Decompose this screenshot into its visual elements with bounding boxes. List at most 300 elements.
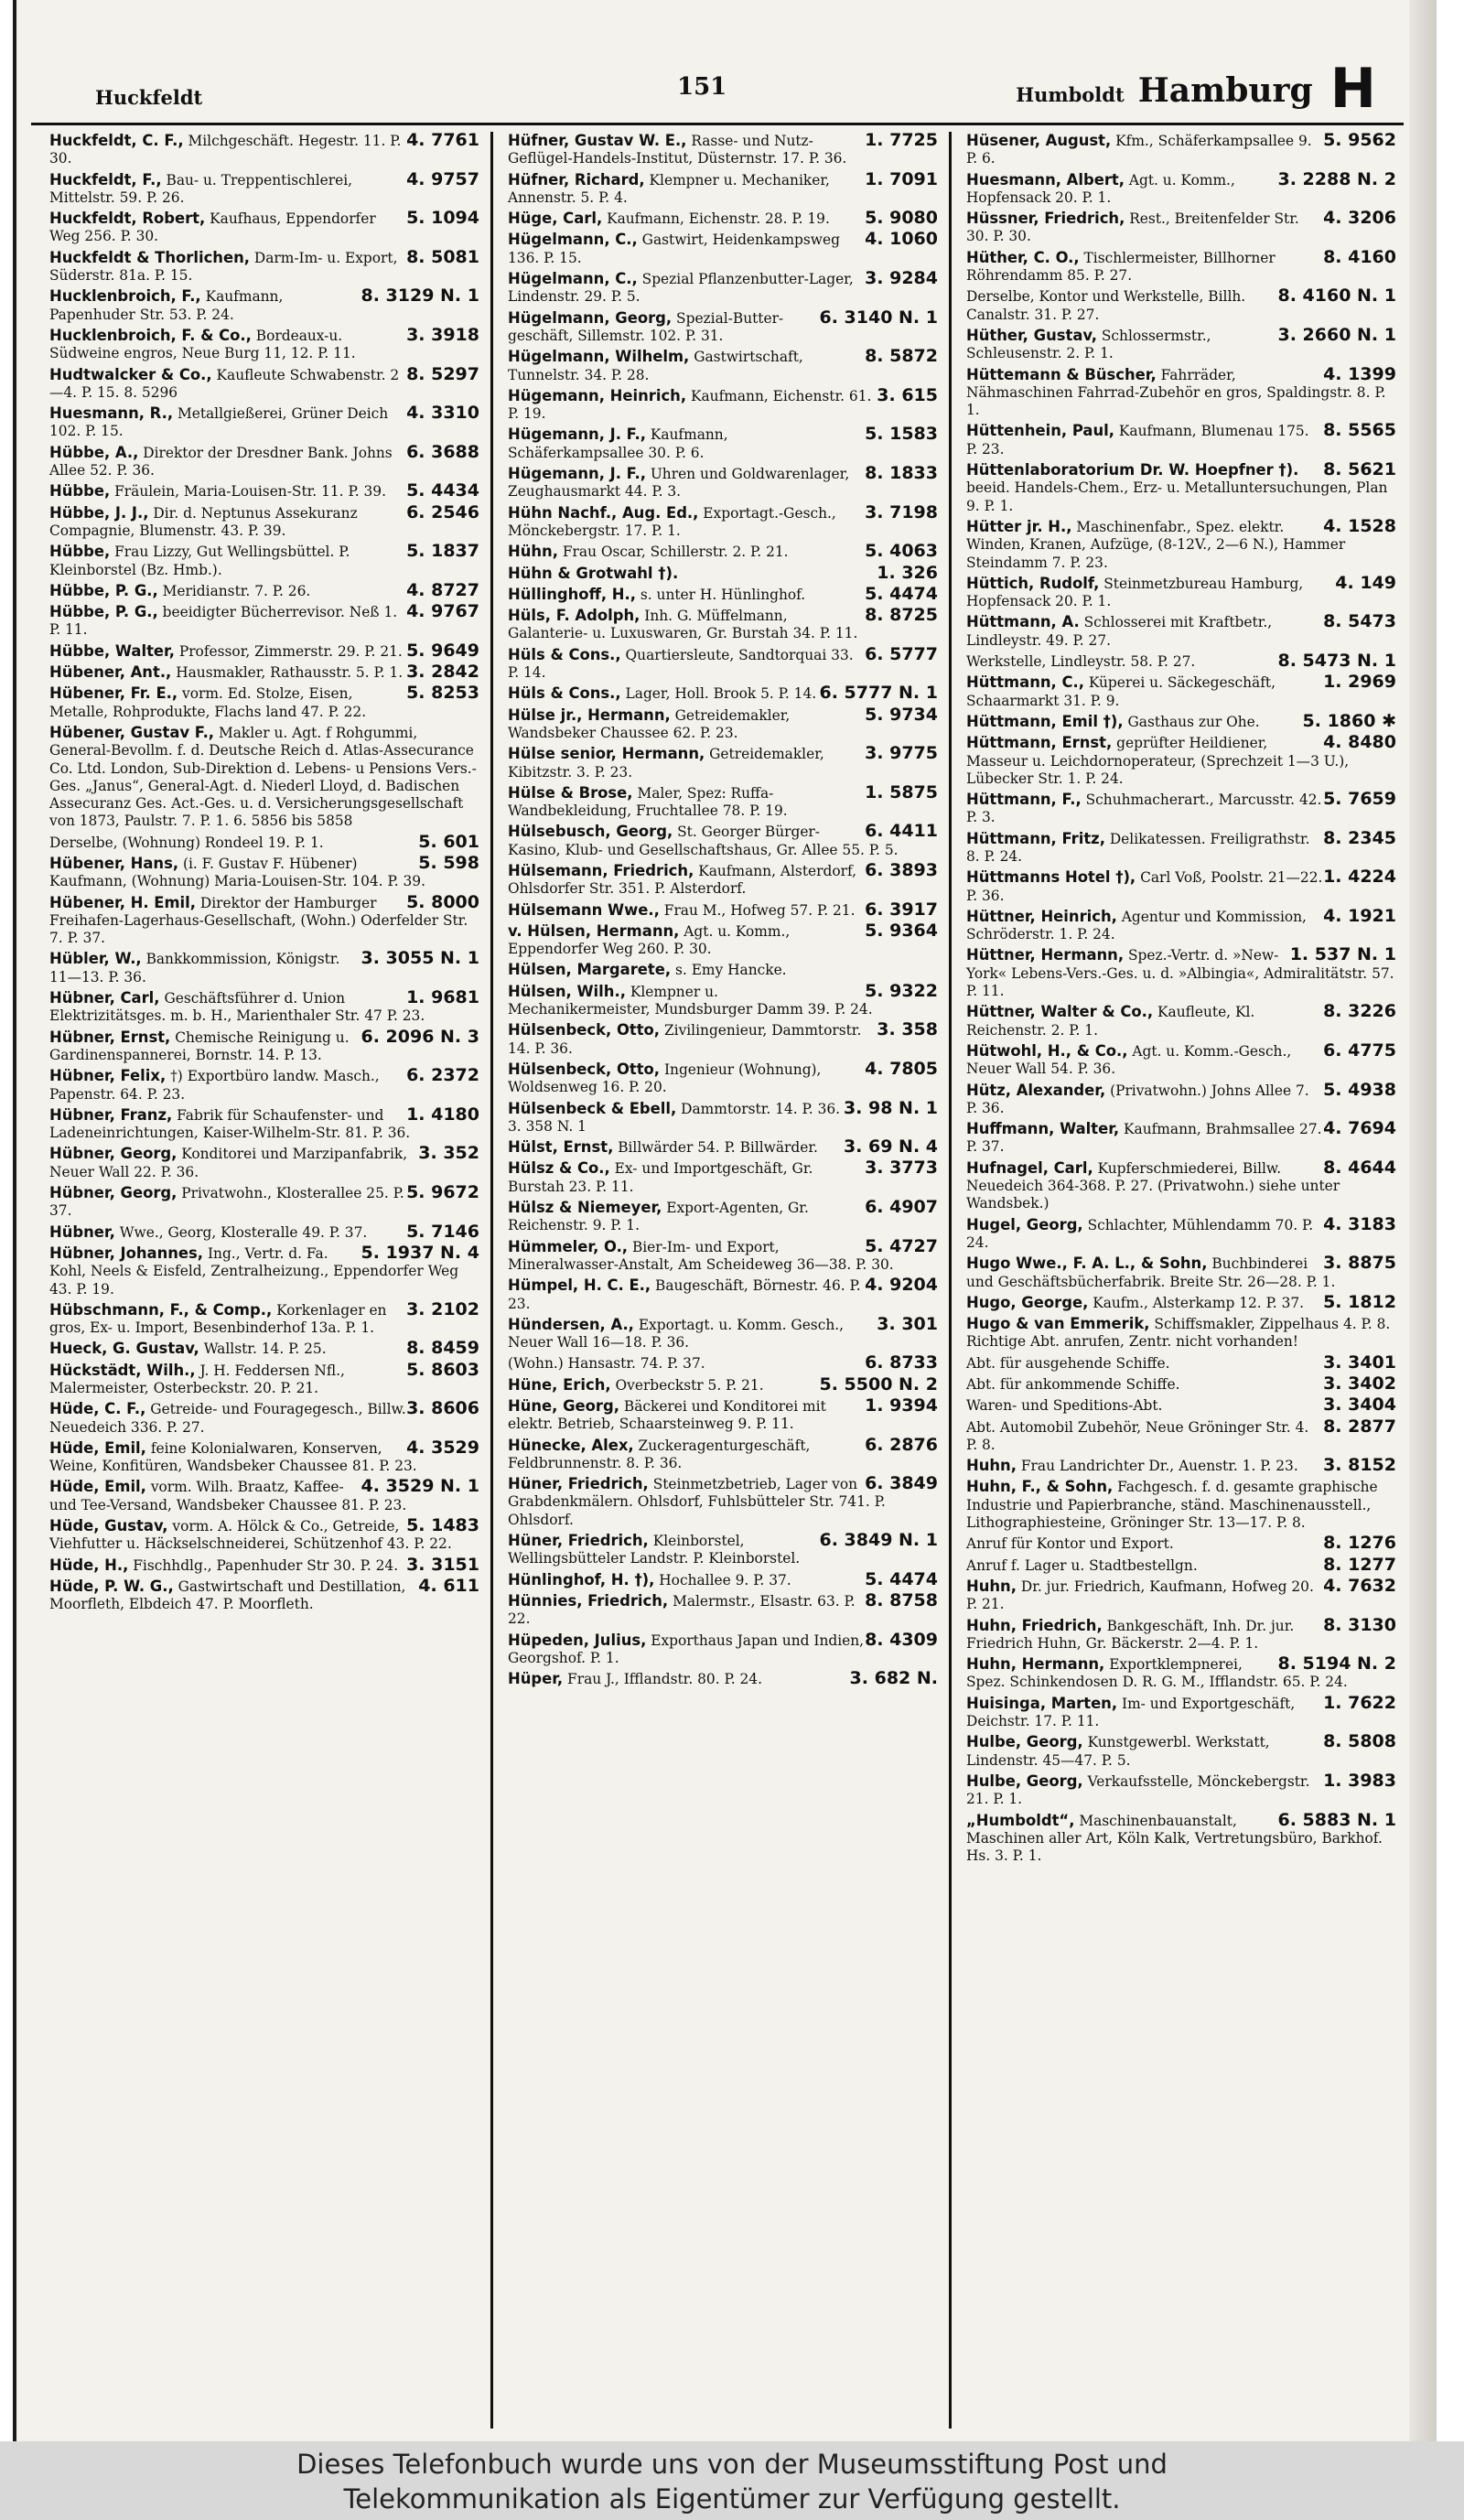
entry-name: Hübbe, P. G., bbox=[49, 581, 158, 599]
entry-name: Huckfeldt, Robert, bbox=[49, 210, 206, 228]
listing-entry bbox=[49, 1184, 479, 1221]
phone-number: 8. 5194 N. 2 bbox=[1277, 1653, 1396, 1675]
entry-name: Huffmann, Walter, bbox=[966, 1120, 1120, 1138]
column-1 bbox=[35, 132, 493, 2428]
entry-details: Schlossermstr., Schleusenstr. 2. P. 1. bbox=[966, 327, 1211, 362]
phone-number: 1. 537 N. 1 bbox=[1289, 944, 1396, 965]
entry-details: Anruf f. Lager u. Stadtbestellgn. bbox=[966, 1556, 1198, 1574]
phone-number: 3. 301 bbox=[877, 1313, 938, 1334]
listing-entry bbox=[966, 1159, 1396, 1213]
entry-details: Frau J., Ifflandstr. 80. P. 24. bbox=[567, 1671, 762, 1688]
phone-number: 4. 611 bbox=[418, 1575, 479, 1596]
phone-number: 5. 4474 bbox=[865, 1568, 938, 1589]
entry-name: Hucklenbroich, F. & Co., bbox=[49, 326, 252, 344]
entry-details: Bau- u. Treppentischlerei, Mittelstr. 59. P. 26. bbox=[49, 171, 353, 206]
listing-entry bbox=[49, 1556, 479, 1575]
listing-entry bbox=[966, 1556, 1396, 1575]
phone-number: 1. 7622 bbox=[1323, 1692, 1396, 1713]
entry-details: vorm. Wilh. Braatz, Kaffee- und Tee-Versand, Wandsbeker Chaussee 81. P. 23. bbox=[49, 1479, 407, 1513]
entry-name: Hübner, Carl, bbox=[49, 989, 160, 1007]
listing-entry bbox=[966, 1375, 1396, 1394]
entry-details: Gastwirtschaft, Tunnelstr. 34. P. 28. bbox=[508, 349, 803, 383]
listing-entry bbox=[966, 868, 1396, 905]
entry-details: Agt. u. Komm., Hopfensack 20. P. 1. bbox=[966, 171, 1235, 206]
entry-details: Fahrräder, Nähmaschinen Fahrrad-Zubehör en gros, Spaldingstr. 8. P. 1. bbox=[966, 366, 1386, 419]
entry-name: Hübler, W., bbox=[49, 950, 142, 968]
listing-entry bbox=[508, 309, 938, 346]
phone-number: 5. 1860 ✱ bbox=[1302, 710, 1396, 731]
entry-name: Hülsz & Co., bbox=[508, 1159, 610, 1178]
entry-name: Hüls & Cons., bbox=[508, 684, 621, 703]
listing-entry bbox=[49, 831, 479, 852]
listing-entry bbox=[508, 1276, 938, 1313]
listing-entry bbox=[966, 1478, 1396, 1532]
entry-details: s. unter H. Hünlinghof. bbox=[640, 586, 806, 603]
entry-details: Hochallee 9. P. 37. bbox=[659, 1571, 791, 1588]
listing-entry bbox=[49, 363, 479, 403]
entry-name: Hündersen, A., bbox=[508, 1315, 634, 1333]
entry-name: Hüfner, Gustav W. E., bbox=[508, 132, 687, 149]
entry-name: Hüttmann, Ernst, bbox=[966, 734, 1113, 752]
listing-entry bbox=[508, 501, 938, 541]
page-number: 151 bbox=[677, 73, 727, 101]
entry-details: Bordeaux-u. Südweine engros, Neue Burg 11, 12. P. 11. bbox=[49, 327, 356, 362]
entry-details: Spezial-Butter-geschäft, Sillemstr. 102. P. 31. bbox=[508, 309, 784, 344]
entry-name: Hugel, Georg, bbox=[966, 1215, 1083, 1233]
listing-entry bbox=[966, 905, 1396, 944]
entry-details: s. Emy Hancke. bbox=[675, 962, 787, 979]
phone-number: 3. 3773 bbox=[865, 1158, 938, 1179]
phone-number: 5. 8000 bbox=[406, 891, 479, 912]
listing-entry bbox=[49, 246, 479, 285]
entry-details: Bier-Im- und Export, Mineralwasser-Anstalt, Am Scheideweg 36—38. P. 30. bbox=[508, 1238, 894, 1273]
entry-name: Hüls, F. Adolph, bbox=[508, 607, 640, 625]
entry-name: Hübbe, A., bbox=[49, 443, 139, 461]
phone-number: 3. 7198 bbox=[865, 501, 938, 522]
entry-name: Hüls & Cons., bbox=[508, 645, 621, 663]
footer-banner bbox=[0, 2441, 1464, 2520]
listing-entry bbox=[966, 1315, 1396, 1352]
phone-number: 5. 7659 bbox=[1323, 789, 1396, 810]
entry-details: Verkaufsstelle, Mönckebergstr. 21. P. 1. bbox=[966, 1772, 1310, 1808]
entry-name: Hülsen, Margarete, bbox=[508, 961, 672, 979]
entry-details: vorm. A. Hölck & Co., Getreide, Viehfutter u. Häckselschneiderei, Schützenhof 43. P. 22. bbox=[49, 1518, 452, 1553]
phone-number: 5. 4727 bbox=[865, 1235, 938, 1256]
entry-name: Hügemann, Heinrich, bbox=[508, 386, 687, 404]
listing-entry bbox=[966, 613, 1396, 650]
phone-number: 6. 5883 N. 1 bbox=[1277, 1809, 1396, 1830]
entry-details: Uhren und Goldwarenlager, Zeughausmarkt 44. P. 3. bbox=[508, 466, 850, 501]
entry-details: Metallgießerei, Grüner Deich 102. P. 15. bbox=[49, 405, 389, 440]
header-city: Hamburg bbox=[1137, 71, 1313, 110]
page-edge bbox=[1409, 0, 1437, 2441]
entry-name: Hümpel, H. C. E., bbox=[508, 1276, 651, 1295]
phone-number: 6. 8733 bbox=[865, 1352, 938, 1373]
phone-number: 4. 3529 bbox=[406, 1437, 479, 1458]
listing-entry bbox=[49, 441, 479, 480]
listing-entry bbox=[966, 1003, 1396, 1039]
listing-entry bbox=[49, 132, 479, 168]
listing-entry bbox=[49, 989, 479, 1026]
entry-name: Huhn, bbox=[966, 1457, 1017, 1475]
entry-details: Fabrik für Schaufenster- und Ladeneinrichtungen, Kaiser-Wilhelm-Str. 81. P. 36. bbox=[49, 1106, 411, 1142]
entry-details: Carl Voß, Poolstr. 21—22. P. 36. bbox=[966, 869, 1323, 904]
directory-page bbox=[13, 0, 1437, 2441]
phone-number: 4. 7694 bbox=[1323, 1118, 1396, 1139]
entry-details: Kleinborstel, Wellingsbütteler Landstr. P. Kleinborstel. bbox=[508, 1533, 801, 1567]
entry-name: Hugo & van Emmerik, bbox=[966, 1315, 1150, 1333]
entry-name: Hübbe, bbox=[49, 482, 111, 501]
entry-name: Hütz, Alexander, bbox=[966, 1081, 1106, 1099]
entry-details: Exportagt.-Gesch., Mönckebergstr. 17. P. 1. bbox=[508, 504, 836, 539]
entry-details: Getreidemakler, Kibitzstr. 3. P. 23. bbox=[508, 746, 824, 781]
entry-name: Hüther, C. O., bbox=[966, 248, 1080, 266]
listing-entry bbox=[508, 706, 938, 743]
listing-entry bbox=[508, 684, 938, 703]
entry-name: Huckfeldt & Thorlichen, bbox=[49, 248, 250, 266]
entry-name: Hülsenbeck, Otto, bbox=[508, 1021, 661, 1039]
listing-entry bbox=[966, 673, 1396, 710]
entry-details: Frau Oscar, Schillerstr. 2. P. 21. bbox=[562, 544, 789, 561]
entry-details: Konditorei und Marzipanfabrik, Neuer Wall 22. P. 36. bbox=[49, 1146, 408, 1180]
entry-details: geprüfter Heildiener, Masseur u. Leichdornoperateur, (Sprechzeit 1—3 U.), Lübecker Str. 1. P. 24. bbox=[966, 735, 1350, 787]
entry-name: Hülsen, Wilh., bbox=[508, 982, 626, 1000]
entry-details: Maschinenbauanstalt, Maschinen aller Art, Köln Kalk, Vertretungsbüro, Barkhof. Hs. 3. P. 1. bbox=[966, 1812, 1383, 1865]
phone-number: 5. 1812 bbox=[1323, 1291, 1396, 1312]
phone-number: 8. 5297 bbox=[406, 363, 479, 384]
entry-name: Hüper, bbox=[508, 1670, 564, 1688]
entry-details: Fachgesch. f. d. gesamte graphische Industrie und Papierbranche, ständ. Maschinenausstell., Lithographiesteine, Gröninger Str. 13—17. P. 8. bbox=[966, 1479, 1378, 1532]
entry-details: Agt. u. Komm.-Gesch., Neuer Wall 54. P. 36. bbox=[966, 1042, 1292, 1078]
entry-details: Schlosserei mit Kraftbetr., Lindleystr. 49. P. 27. bbox=[966, 614, 1273, 649]
entry-name: Hufnagel, Carl, bbox=[966, 1158, 1093, 1177]
phone-number: 8. 5565 bbox=[1323, 420, 1396, 441]
phone-number: 8. 1276 bbox=[1323, 1533, 1396, 1554]
listing-entry bbox=[508, 1159, 938, 1196]
listing-entry bbox=[966, 210, 1396, 246]
listing-entry bbox=[508, 643, 938, 683]
entry-details: Dammtorstr. 14. P. 36. 3. 358 N. 1 bbox=[508, 1100, 841, 1135]
phone-number: 5. 9734 bbox=[865, 704, 938, 725]
phone-number: 4. 7761 bbox=[406, 132, 479, 150]
listing-entry bbox=[508, 1138, 938, 1157]
listing-entry bbox=[49, 210, 479, 246]
entry-details: Lager, Holl. Brook 5. P. 14. bbox=[625, 685, 817, 703]
column-2 bbox=[493, 132, 952, 2428]
entry-details: Schuhmacherart., Marcusstr. 42. P. 3. bbox=[966, 792, 1322, 826]
phone-number: 6. 2096 N. 3 bbox=[361, 1026, 479, 1047]
phone-number: 4. 7632 bbox=[1323, 1575, 1396, 1596]
entry-name: Hüllinghoff, H., bbox=[508, 585, 636, 603]
listing-entry bbox=[966, 461, 1396, 515]
phone-number: 3. 3401 bbox=[1323, 1352, 1396, 1373]
entry-name: Hüttmann, F., bbox=[966, 791, 1082, 809]
listing-entry bbox=[49, 1028, 479, 1065]
phone-number: 5. 8603 bbox=[406, 1359, 479, 1380]
listing-entry bbox=[49, 1223, 479, 1242]
listing-entry bbox=[966, 1213, 1396, 1253]
entry-details: Kaufmann, Papenhuder Str. 53. P. 24. bbox=[49, 288, 284, 323]
listing-entry bbox=[508, 781, 938, 821]
entry-name: Huesmann, R., bbox=[49, 404, 174, 423]
entry-details: Malermstr., Elsastr. 63. P. 22. bbox=[508, 1592, 856, 1628]
listing-entry bbox=[508, 901, 938, 920]
phone-number: 4. 1399 bbox=[1323, 363, 1396, 384]
listing-entry bbox=[49, 724, 479, 831]
phone-number: 8. 3130 bbox=[1323, 1614, 1396, 1635]
entry-name: Hüttmann, Emil †), bbox=[966, 712, 1124, 730]
listing-entry bbox=[508, 1629, 938, 1668]
phone-number: 4. 8727 bbox=[406, 579, 479, 600]
phone-number: 5. 1483 bbox=[406, 1515, 479, 1536]
listing-entry bbox=[508, 1021, 938, 1058]
listing-entry bbox=[508, 210, 938, 228]
entry-name: Hugo Wwe., F. A. L., & Sohn, bbox=[966, 1255, 1208, 1273]
entry-name: Hüfner, Richard, bbox=[508, 170, 645, 188]
entry-details: Ex- und Importgeschäft, Gr. Burstah 23. P. 11. bbox=[508, 1160, 813, 1195]
entry-details: Direktor der Dresdner Bank. Johns Allee 52. P. 36. bbox=[49, 444, 393, 479]
listing-entry bbox=[508, 1373, 938, 1395]
entry-details: Bankgeschäft, Inh. Dr. jur. Friedrich Huhn, Gr. Bäckerstr. 2—4. P. 1. bbox=[966, 1617, 1295, 1652]
entry-name: Hüttmanns Hotel †), bbox=[966, 868, 1136, 887]
entry-details: Rest., Breitenfelder Str. 30. P. 30. bbox=[966, 210, 1299, 245]
column-3 bbox=[952, 132, 1407, 2428]
phone-number: 6. 4907 bbox=[865, 1197, 938, 1218]
entry-details: Wallstr. 14. P. 25. bbox=[203, 1341, 327, 1358]
listing-entry bbox=[508, 961, 938, 979]
entry-name: Hüttich, Rudolf, bbox=[966, 574, 1100, 592]
listing-entry bbox=[49, 501, 479, 541]
listing-entry bbox=[49, 543, 479, 579]
entry-name: Hüttner, Heinrich, bbox=[966, 907, 1117, 925]
entry-details: Zivilingenieur, Dammtorstr. 14. P. 36. bbox=[508, 1022, 862, 1057]
phone-number: 6. 5777 N. 1 bbox=[819, 683, 938, 704]
entry-details: Bankkommission, Königstr. 11—13. P. 36. bbox=[49, 951, 340, 985]
entry-name: „Humboldt“, bbox=[966, 1811, 1075, 1829]
entry-name: Hulbe, Georg, bbox=[966, 1733, 1083, 1751]
entry-name: Hückstädt, Wilh., bbox=[49, 1361, 196, 1379]
listing-entry bbox=[966, 827, 1396, 867]
entry-details: Meridianstr. 7. P. 26. bbox=[162, 582, 311, 599]
entry-details: Werkstelle, Lindleystr. 58. P. 27. bbox=[966, 653, 1196, 671]
entry-name: Hüde, Gustav, bbox=[49, 1517, 168, 1535]
entry-details: Kfm., Schäferkampsallee 9. P. 6. bbox=[966, 133, 1312, 167]
phone-number: 4. 1921 bbox=[1323, 905, 1396, 926]
entry-details: Maler, Spez: Ruffa-Wandbekleidung, Fruchtallee 78. P. 19. bbox=[508, 784, 788, 820]
entry-details: Spez.-Vertr. d. »New-York« Lebens-Vers.-Ges. u. d. »Albingia«, Admiralitätstr. 57. P. 11. bbox=[966, 947, 1394, 1000]
entry-name: Huesmann, Albert, bbox=[966, 170, 1125, 188]
listing-entry bbox=[966, 132, 1396, 168]
phone-number: 5. 9364 bbox=[865, 920, 938, 941]
entry-name: Hüttenlaboratorium Dr. W. Hoepfner †). bbox=[966, 461, 1299, 479]
listing-entry bbox=[966, 1772, 1396, 1809]
entry-name: Hübner, Franz, bbox=[49, 1105, 173, 1124]
listing-entry bbox=[508, 132, 938, 168]
entry-name: Hüge, Carl, bbox=[508, 210, 603, 228]
phone-number: 4. 9204 bbox=[865, 1275, 938, 1296]
listing-entry bbox=[508, 465, 938, 501]
entry-name: Hülsenbeck, Otto, bbox=[508, 1060, 661, 1078]
entry-details: Quartiersleute, Sandtorquai 33. P. 14. bbox=[508, 646, 854, 682]
phone-number: 8. 5473 N. 1 bbox=[1277, 651, 1396, 672]
entry-details: Ingenieur (Wohnung), Woldsenweg 16. P. 20. bbox=[508, 1061, 822, 1096]
phone-number: 4. 3529 N. 1 bbox=[361, 1476, 479, 1497]
phone-number: 8. 8758 bbox=[865, 1589, 938, 1610]
phone-number: 4. 9757 bbox=[406, 168, 479, 189]
phone-number: 8. 4644 bbox=[1323, 1157, 1396, 1178]
entry-name: Hümmeler, O., bbox=[508, 1237, 629, 1255]
entry-name: Hübner, Johannes, bbox=[49, 1244, 204, 1262]
phone-number: 3. 3402 bbox=[1323, 1373, 1396, 1394]
listing-entry bbox=[966, 1535, 1396, 1553]
phone-number: 1. 9681 bbox=[406, 987, 479, 1008]
listing-entry bbox=[49, 1517, 479, 1554]
listing-entry bbox=[49, 482, 479, 501]
entry-details: Kaufleute Schwabenstr. 2—4. P. 15. 8. 5296 bbox=[49, 366, 400, 401]
entry-details: Agt. u. Komm., Eppendorfer Weg 260. P. 30. bbox=[508, 922, 791, 958]
entry-details: Exporthaus Japan und Indien, Georgshof. P. 1. bbox=[508, 1632, 865, 1666]
entry-details: Abt. für ausgehende Schiffe. bbox=[966, 1354, 1170, 1372]
entry-details: Milchgeschäft. Hegestr. 11. P. 30. bbox=[49, 133, 402, 167]
listing-entry bbox=[508, 1670, 938, 1688]
listing-entry bbox=[508, 1058, 938, 1097]
listing-entry bbox=[49, 1359, 479, 1398]
entry-name: Huckfeldt, C. F., bbox=[49, 132, 184, 149]
entry-details: Ing., Vertr. d. Fa. Kohl, Neels & Eisfeld, Zentralheizung., Eppendorfer Weg 43. P. 19. bbox=[49, 1244, 459, 1298]
entry-details: Derselbe, (Wohnung) Rondeel 19. P. 1. bbox=[49, 834, 324, 851]
phone-number: 6. 3849 bbox=[865, 1473, 938, 1494]
listing-entry bbox=[508, 1354, 938, 1373]
listing-entry bbox=[508, 168, 938, 208]
phone-number: 4. 149 bbox=[1335, 572, 1396, 593]
phone-number: 3. 352 bbox=[418, 1143, 479, 1164]
phone-number: 3. 2660 N. 1 bbox=[1277, 324, 1396, 345]
entry-details: Dir. d. Neptunus Assekuranz Compagnie, Blumenstr. 43. P. 39. bbox=[49, 504, 358, 539]
entry-name: Hüttemann & Büscher, bbox=[966, 365, 1157, 383]
entry-details: Steinmetzbetrieb, Lager von Grabdenkmälern. Ohlsdorf, Fuhlsbütteler Str. 741. P. Ohlsdorf. bbox=[508, 1476, 886, 1528]
phone-number: 4. 3206 bbox=[1323, 208, 1396, 229]
entry-name: Hübener, Ant., bbox=[49, 663, 172, 682]
phone-number: 1. 4180 bbox=[406, 1104, 479, 1125]
listing-entry bbox=[966, 1291, 1396, 1312]
listing-entry bbox=[49, 891, 479, 948]
entry-name: Hütwohl, H., & Co., bbox=[966, 1041, 1128, 1060]
phone-number: 8. 1277 bbox=[1323, 1554, 1396, 1575]
entry-name: Hübener, Gustav F., bbox=[49, 723, 215, 741]
entry-details: Buchbinderei und Geschäftsbücherfabrik. Breite Str. 26—28. P. 1. bbox=[966, 1255, 1336, 1290]
entry-details: Getreide- und Fouragegesch., Billw. Neuedeich 336. P. 27. bbox=[49, 1401, 406, 1436]
entry-name: Hünecke, Alex, bbox=[508, 1436, 634, 1454]
phone-number: 5. 9080 bbox=[865, 208, 938, 229]
phone-number: 4. 8480 bbox=[1323, 732, 1396, 753]
entry-details: Kaufmann, Schäferkampsallee 30. P. 6. bbox=[508, 426, 728, 461]
listing-entry bbox=[508, 1199, 938, 1235]
phone-number: 5. 601 bbox=[418, 831, 479, 852]
entry-name: Hübener, Hans, bbox=[49, 854, 179, 872]
listing-entry bbox=[49, 1145, 479, 1181]
entry-details: Kaufmann, Alsterdorf, Ohlsdorfer Str. 351. P. Alsterdorf. bbox=[508, 862, 856, 898]
phone-number: 3. 9775 bbox=[865, 743, 938, 764]
phone-number: 8. 2877 bbox=[1323, 1416, 1396, 1437]
entry-details: feine Kolonialwaren, Konserven, Weine, Konfitüren, Wandsbeker Chaussee 81. P. 23. bbox=[49, 1439, 417, 1475]
entry-details: Hausmakler, Rathausstr. 5. P. 1. bbox=[176, 664, 404, 682]
entry-name: Hübener, Fr. E., bbox=[49, 684, 178, 703]
entry-details: (i. F. Gustav F. Hübener) Kaufmann, (Wohnung) Maria-Louisen-Str. 104. P. 39. bbox=[49, 855, 425, 890]
entry-name: Hübbe, Walter, bbox=[49, 641, 175, 660]
entry-name: Hübbe, P. G., bbox=[49, 603, 158, 621]
phone-number: 6. 3917 bbox=[865, 899, 938, 920]
entry-details: Schlachter, Mühlendamm 70. P. 24. bbox=[966, 1216, 1314, 1251]
phone-number: 5. 9562 bbox=[1323, 132, 1396, 150]
entry-name: Huhn, Hermann, bbox=[966, 1655, 1105, 1674]
listing-entry bbox=[49, 404, 479, 441]
listing-entry bbox=[49, 1478, 479, 1514]
phone-number: 1. 9394 bbox=[865, 1395, 938, 1416]
entry-name: Hüttmann, A. bbox=[966, 613, 1080, 631]
phone-number: 3. 3404 bbox=[1323, 1395, 1396, 1416]
phone-number: 3. 358 bbox=[877, 1019, 938, 1040]
listing-entry bbox=[508, 607, 938, 643]
entry-details: Direktor der Hamburger Freihafen-Lagerhaus-Gesellschaft, (Wohn.) Oderfelder Str. 7. P. 37. bbox=[49, 894, 468, 947]
entry-name: Hühn & Grotwahl †). bbox=[508, 564, 679, 582]
phone-number: 5. 4063 bbox=[865, 541, 938, 562]
entry-name: Hüttmann, C., bbox=[966, 673, 1084, 692]
listing-entry bbox=[49, 1439, 479, 1476]
footer-line-1: Dieses Telefonbuch wurde uns von der Museumsstiftung Post und bbox=[296, 2449, 1168, 2480]
listing-entry bbox=[966, 1354, 1396, 1373]
phone-number: 1. 4224 bbox=[1323, 867, 1396, 888]
entry-name: Hüttenhein, Paul, bbox=[966, 422, 1114, 440]
listing-entry bbox=[508, 1434, 938, 1473]
entry-details: Kaufhaus, Eppendorfer Weg 256. P. 30. bbox=[49, 210, 376, 245]
phone-number: 8. 8459 bbox=[406, 1338, 479, 1359]
header-left-keyword: Huckfeldt bbox=[95, 86, 203, 109]
entry-name: Hüttner, Walter & Co., bbox=[966, 1003, 1154, 1021]
entry-name: Hüpeden, Julius, bbox=[508, 1631, 647, 1649]
footer-line-2: Telekommunikation als Eigentümer zur Verfügung gestellt. bbox=[343, 2483, 1121, 2515]
entry-details: Küperei u. Säckegeschäft, Schaarmarkt 31. P. 9. bbox=[966, 674, 1276, 709]
listing-entry bbox=[966, 287, 1396, 324]
entry-name: Huhn, bbox=[966, 1577, 1017, 1595]
phone-number: 5. 9672 bbox=[406, 1182, 479, 1203]
listing-entry bbox=[966, 791, 1396, 827]
listing-entry bbox=[966, 710, 1396, 731]
entry-name: Hüner, Friedrich, bbox=[508, 1475, 649, 1493]
phone-number: 5. 1837 bbox=[406, 541, 479, 562]
entry-details: Dr. jur. Friedrich, Kaufmann, Hofweg 20. P. 21. bbox=[966, 1578, 1314, 1613]
phone-number: 6. 4411 bbox=[865, 821, 938, 842]
entry-name: Hünnies, Friedrich, bbox=[508, 1591, 669, 1610]
listing-entry bbox=[966, 1457, 1396, 1475]
entry-name: Hüner, Friedrich, bbox=[508, 1532, 649, 1550]
entry-details: Rasse- und Nutz-Geflügel-Handels-Institut, Düsternstr. 17. P. 36. bbox=[508, 133, 847, 167]
entry-name: Hübner, Ernst, bbox=[49, 1028, 171, 1046]
entry-details: Gastwirt, Heidenkampsweg 136. P. 15. bbox=[508, 232, 840, 266]
entry-name: Hülse & Brose, bbox=[508, 783, 633, 802]
entry-details: J. H. Feddersen Nfl., Malermeister, Osterbeckstr. 20. P. 21. bbox=[49, 1362, 345, 1396]
entry-details: Getreidemakler, Wandsbeker Chaussee 62. P. 23. bbox=[508, 706, 791, 741]
entry-details: Overbeckstr 5. P. 21. bbox=[615, 1376, 764, 1394]
entry-name: Hüttner, Hermann, bbox=[966, 946, 1125, 964]
listing-entry bbox=[966, 572, 1396, 611]
entry-details: Abt. für ankommende Schiffe. bbox=[966, 1376, 1180, 1393]
phone-number: 3. 3151 bbox=[406, 1554, 479, 1575]
entry-name: Hüne, Erich, bbox=[508, 1375, 611, 1394]
listing-entry bbox=[49, 603, 479, 640]
phone-number: 8. 5808 bbox=[1323, 1731, 1396, 1752]
entry-name: Hübner, Georg, bbox=[49, 1145, 178, 1163]
entry-details: Waren- und Speditions-Abt. bbox=[966, 1397, 1163, 1415]
